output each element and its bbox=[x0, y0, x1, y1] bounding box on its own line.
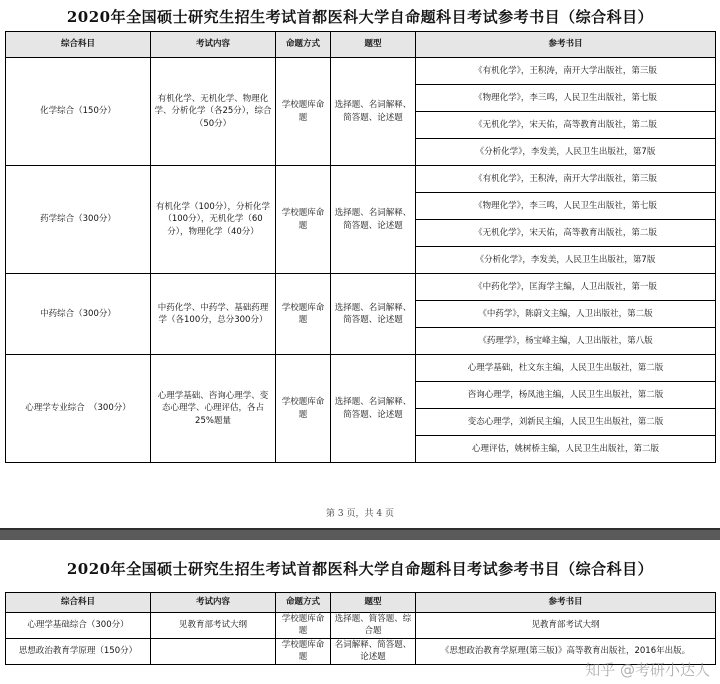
book-cell: 《物理化学》，李三鸣，人民卫生出版社，第七版 bbox=[416, 85, 716, 112]
book-cell: 《思想政治教育学原理(第三版)》高等教育出版社，2016年出版。 bbox=[416, 638, 716, 664]
method-cell: 学校题库命题 bbox=[276, 274, 331, 355]
book-cell: 《无机化学》，宋天佑，高等教育出版社，第二版 bbox=[416, 220, 716, 247]
header-books: 参考书目 bbox=[416, 593, 716, 613]
page-separator bbox=[0, 528, 720, 540]
types-cell: 选择题、简答题、综合题 bbox=[331, 613, 416, 639]
content-cell: 有机化学、无机化学、物理化学、分析化学（各25分），综合（50分） bbox=[151, 58, 276, 166]
subject-cell: 药学综合（300分） bbox=[6, 166, 151, 274]
method-cell: 学校题库命题 bbox=[276, 638, 331, 664]
page-title: 2020年全国硕士研究生招生考试首都医科大学自命题科目考试参考书目（综合科目） bbox=[66, 8, 654, 26]
table-row bbox=[6, 613, 716, 639]
subject-cell: 心理学基础综合（300分） bbox=[6, 613, 151, 639]
book-cell: 《中药化学》，匡海学主编，人卫出版社，第一版 bbox=[416, 274, 716, 301]
book-cell: 《药理学》，杨宝峰主编，人卫出版社，第八版 bbox=[416, 328, 716, 355]
book-cell: 心理评估，姚树桥主编，人民卫生出版社，第二版 bbox=[416, 436, 716, 463]
content-cell bbox=[151, 638, 276, 664]
method-cell: 学校题库命题 bbox=[276, 58, 331, 166]
book-cell: 《分析化学》，李发美，人民卫生出版社，第7版 bbox=[416, 247, 716, 274]
book-cell: 《分析化学》，李发美，人民卫生出版社，第7版 bbox=[416, 139, 716, 166]
content-cell: 心理学基础、咨询心理学、变态心理学、心理评估，各占25%题量 bbox=[151, 355, 276, 463]
book-cell: 变态心理学，刘新民主编，人民卫生出版社，第二版 bbox=[416, 409, 716, 436]
types-cell: 名词解释、简答题、论述题 bbox=[331, 638, 416, 664]
method-cell: 学校题库命题 bbox=[276, 166, 331, 274]
content-cell: 见教育部考试大纲 bbox=[151, 613, 276, 639]
subject-cell: 心理学专业综合 （300分） bbox=[6, 355, 151, 463]
header-types: 题型 bbox=[331, 593, 416, 613]
table-header-row bbox=[6, 593, 716, 613]
method-cell: 学校题库命题 bbox=[276, 355, 331, 463]
header-content: 考试内容 bbox=[151, 593, 276, 613]
book-cell: 咨询心理学，杨凤池主编，人民卫生出版社，第二版 bbox=[416, 382, 716, 409]
watermark: 知乎 @考研小达人 bbox=[585, 661, 710, 679]
book-cell: 见教育部考试大纲 bbox=[416, 613, 716, 639]
book-cell: 《无机化学》，宋天佑，高等教育出版社，第二版 bbox=[416, 112, 716, 139]
subject-cell: 化学综合（150分） bbox=[6, 58, 151, 166]
header-method: 命题方式 bbox=[276, 32, 331, 58]
content-cell: 有机化学（100分），分析化学（100分），无机化学（60分），物理化学（40分） bbox=[151, 166, 276, 274]
types-cell: 选择题、名词解释、简答题、论述题 bbox=[331, 166, 416, 274]
subject-cell: 中药综合（300分） bbox=[6, 274, 151, 355]
table-row bbox=[6, 274, 716, 301]
exam-reference-table bbox=[5, 31, 716, 463]
content-cell: 中药化学、中药学、基础药理学（各100分，总分300分） bbox=[151, 274, 276, 355]
page-title: 2020年全国硕士研究生招生考试首都医科大学自命题科目考试参考书目（综合科目） bbox=[66, 560, 654, 578]
book-cell: 《物理化学》，李三鸣，人民卫生出版社，第七版 bbox=[416, 193, 716, 220]
table-row bbox=[6, 166, 716, 193]
method-cell: 学校题库命题 bbox=[276, 613, 331, 639]
exam-reference-table bbox=[5, 592, 716, 665]
book-cell: 《有机化学》，王积涛，南开大学出版社，第三版 bbox=[416, 166, 716, 193]
book-cell: 《中药学》，陈蔚文主编，人卫出版社，第二版 bbox=[416, 301, 716, 328]
types-cell: 选择题、名词解释、简答题、论述题 bbox=[331, 274, 416, 355]
subject-cell: 思想政治教育学原理（150分） bbox=[6, 638, 151, 664]
header-subject: 综合科目 bbox=[6, 593, 151, 613]
header-method: 命题方式 bbox=[276, 593, 331, 613]
book-cell: 心理学基础，杜文东主编，人民卫生出版社，第二版 bbox=[416, 355, 716, 382]
header-subject: 综合科目 bbox=[6, 32, 151, 58]
header-types: 题型 bbox=[331, 32, 416, 58]
page-number: 第 3 页，共 4 页 bbox=[326, 509, 394, 519]
types-cell: 选择题、名词解释、简答题、论述题 bbox=[331, 355, 416, 463]
header-books: 参考书目 bbox=[416, 32, 716, 58]
types-cell: 选择题、名词解释、简答题、论述题 bbox=[331, 58, 416, 166]
table-row bbox=[6, 355, 716, 382]
header-content: 考试内容 bbox=[151, 32, 276, 58]
table-row bbox=[6, 58, 716, 85]
table-header-row bbox=[6, 32, 716, 58]
book-cell: 《有机化学》，王积涛，南开大学出版社，第三版 bbox=[416, 58, 716, 85]
